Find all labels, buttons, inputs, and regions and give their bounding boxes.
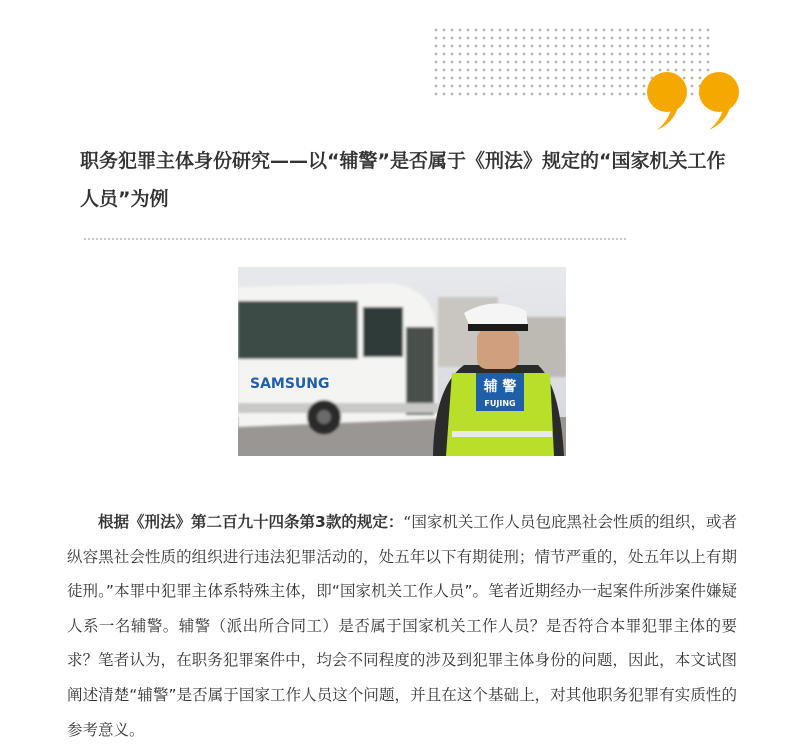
vest-label: 辅 警: [483, 379, 517, 395]
bus: [238, 283, 438, 434]
body-text: “国家机关工作人员包庇黑社会性质的组织，或者纵容黑社会性质的组织进行违法犯罪活动的，处五年以下有期徒刑；情节严重的，处五年以上有期徒刑。”本罪中犯罪主体系特殊主体，即“国家机关工作人员”。笔者近期经办一起案件所涉案件嫌疑人系一名辅警。辅警（派出所合同工）是否属于国家机关工作人员？是否符合本罪犯罪主体的要求？笔者认为，在职务犯罪案件中，均会不同程度的涉及到犯罪主体身份的问题，因此，本文试图阐述清楚“辅警”是否属于国家工作人员这个问题，并且在这个基础上，对其他职务犯罪有实质性的参考意义。: [67, 513, 737, 739]
article-body: [67, 505, 737, 747]
quote-mark-icon: [645, 70, 745, 132]
article-title: 职务犯罪主体身份研究——以“辅警”是否属于《刑法》规定的“国家机关工作人员”为例: [80, 150, 726, 210]
bus-brand-text: SAMSUNG: [250, 376, 330, 392]
traffic-police-illustration: [238, 267, 566, 456]
article-photo: [238, 267, 566, 456]
vest-sublabel: FUJING: [484, 399, 516, 408]
body-lead: 根据《刑法》第二百九十四条第3款的规定：: [98, 513, 404, 531]
title-divider: [84, 238, 626, 240]
